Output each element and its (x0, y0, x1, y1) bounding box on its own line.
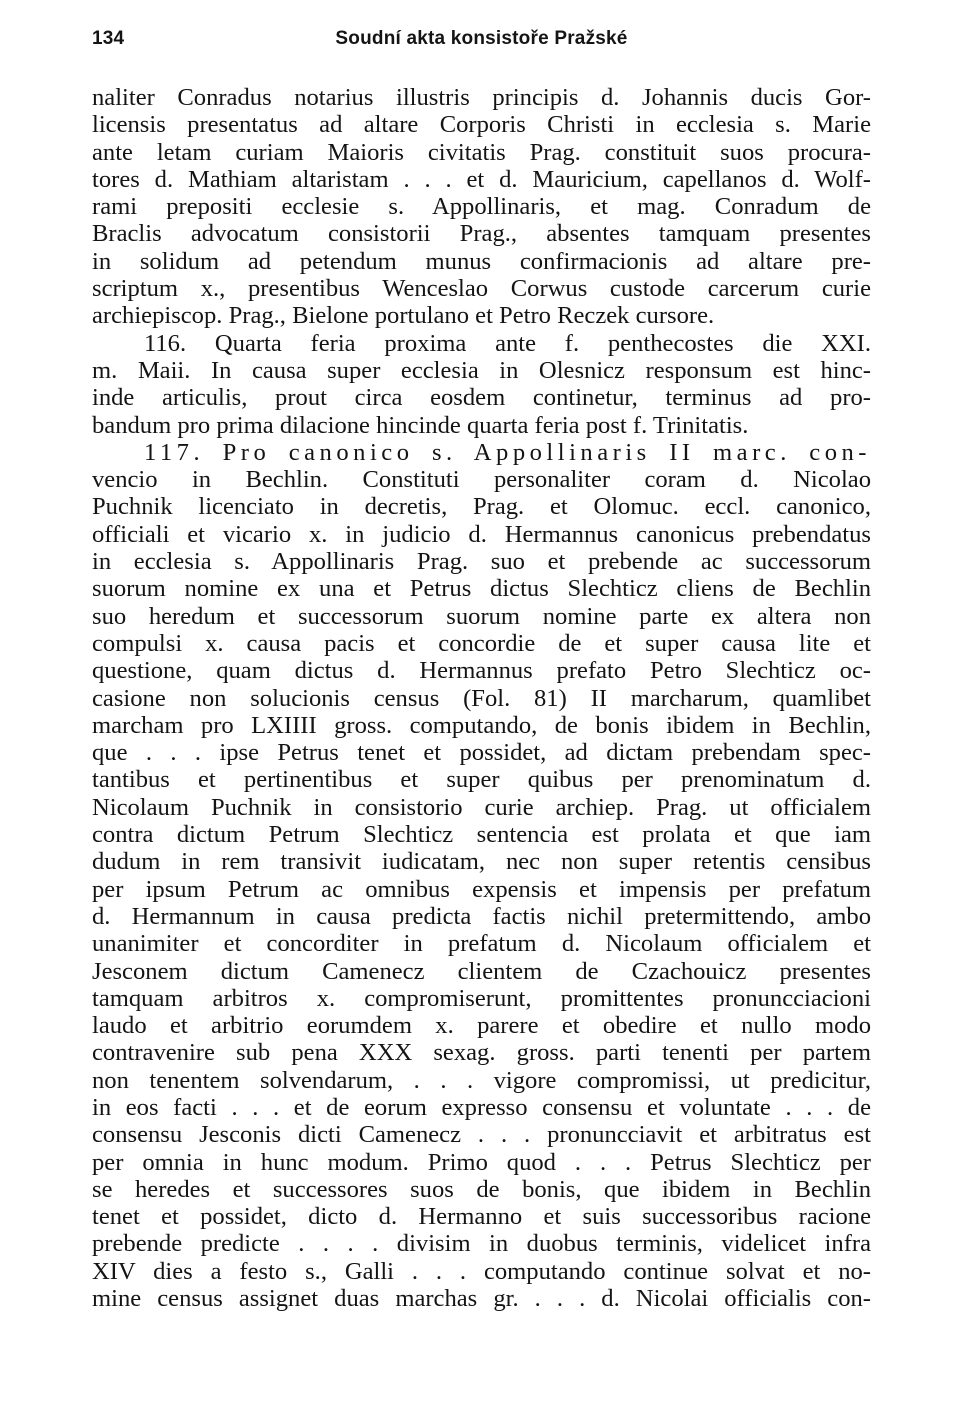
text-line: bandum pro prima dilacione hincinde quarta feria post f. Trinitatis. (92, 411, 749, 439)
text-line: Nicolaum Puchnik in consistorio curie archiep. Prag. ut officialem (92, 793, 871, 821)
running-head (92, 28, 871, 58)
text-line: Braclis advocatum consistorii Prag., absentes tamquam presentes (92, 220, 871, 248)
text-line: tores d. Mathiam altaristam . . . et d. Mauricium, capellanos d. Wolf- (92, 165, 871, 193)
text-line: contra dictum Petrum Slechticz sentencia est prolata et que iam (92, 821, 871, 849)
running-title: Soudní akta konsistoře Pražské (335, 28, 628, 49)
text-line: per ipsum Petrum ac omnibus expensis et impensis per prefatum (92, 875, 871, 903)
page-number: 134 (92, 28, 125, 49)
text-line: non tenentem solvendarum, . . . vigore compromissi, ut predicitur, (92, 1066, 871, 1094)
text-line: tantibus et pertinentibus et super quibus per prenominatum d. (92, 766, 871, 794)
text-line: dudum in rem transivit iudicatam, nec non super retentis censibus (92, 848, 871, 876)
text-line: compulsi x. causa pacis et concordie de et super causa lite et (92, 629, 871, 657)
text-line: mine census assignet duas marchas gr. . . . d. Nicolai officialis con- (92, 1285, 871, 1313)
text-line: prebende predicte . . . . divisim in duobus terminis, videlicet infra (92, 1230, 871, 1258)
text-line: officiali et vicario x. in judicio d. Hermannus canonicus prebendatus (92, 520, 871, 548)
text-line: laudo et arbitrio eorumdem x. parere et obedire et nullo modo (92, 1012, 871, 1040)
body-text (92, 84, 871, 1312)
text-line: inde articulis, prout circa eosdem continetur, terminus ad pro- (92, 384, 871, 412)
text-line: Puchnik licenciato in decretis, Prag. et Olomuc. eccl. canonico, (92, 493, 871, 521)
text-line: rami prepositi ecclesie s. Appollinaris, et mag. Conradum de (92, 193, 871, 221)
text-line: d. Hermannum in causa predicta factis nichil pretermittendo, ambo (92, 902, 871, 930)
text-line: vencio in Bechlin. Constituti personaliter coram d. Nicolao (92, 466, 871, 494)
text-line: consensu Jesconis dicti Camenecz . . . pronuncciavit et arbitratus est (92, 1121, 871, 1149)
text-line: naliter Conradus notarius illustris principis d. Johannis ducis Gor- (92, 84, 871, 111)
text-line: scriptum x., presentibus Wenceslao Corwus custode carcerum curie (92, 275, 871, 303)
text-line: tenet et possidet, dicto d. Hermanno et suis successoribus racione (92, 1203, 871, 1231)
text-line: tamquam arbitros x. compromiserunt, promittentes pronuncciacioni (92, 984, 871, 1012)
text-line: contravenire sub pena XXX sexag. gross. parti tenenti per partem (92, 1039, 871, 1067)
text-line: se heredes et successores suos de bonis, que ibidem in Bechlin (92, 1175, 871, 1203)
text-line: licensis presentatus ad altare Corporis Christi in ecclesia s. Marie (92, 111, 871, 139)
text-line: XIV dies a festo s., Galli . . . computando continue solvat et no- (92, 1257, 871, 1285)
text-line: marcham pro LXIIII gross. computando, de bonis ibidem in Bechlin, (92, 711, 871, 739)
text-line: 117. Pro canonico s. Appollinaris II marc. con- (144, 438, 871, 466)
text-line: unanimiter et concorditer in prefatum d. Nicolaum officialem et (92, 930, 871, 958)
text-line: que . . . ipse Petrus tenet et possidet, ad dictam prebendam spec- (92, 739, 871, 767)
text-line: suorum nomine ex una et Petrus dictus Slechticz cliens de Bechlin (92, 575, 871, 603)
text-line: in ecclesia s. Appollinaris Prag. suo et prebende ac successorum (92, 548, 871, 576)
text-line: 116. Quarta feria proxima ante f. penthecostes die XXI. (144, 329, 871, 357)
text-line: ante letam curiam Maioris civitatis Prag. constituit suos procura- (92, 138, 871, 166)
text-line: suo heredum et successorum suorum nomine parte ex altera non (92, 602, 871, 630)
text-line: Jesconem dictum Camenecz clientem de Czachouicz presentes (92, 957, 871, 985)
text-line: archiepiscop. Prag., Bielone portulano et Petro Reczek cursore. (92, 302, 715, 330)
text-line: casione non solucionis census (Fol. 81) II marcharum, quamlibet (92, 684, 871, 712)
text-line: per omnia in hunc modum. Primo quod . . . Petrus Slechticz per (92, 1148, 871, 1176)
text-line: in solidum ad petendum munus confirmacionis ad altare pre- (92, 247, 871, 275)
text-line: questione, quam dictus d. Hermannus prefato Petro Slechticz oc- (92, 657, 871, 685)
text-line: in eos facti . . . et de eorum expresso consensu et voluntate . . . de (92, 1093, 871, 1121)
text-line: m. Maii. In causa super ecclesia in Olesnicz responsum est hinc- (92, 356, 871, 384)
